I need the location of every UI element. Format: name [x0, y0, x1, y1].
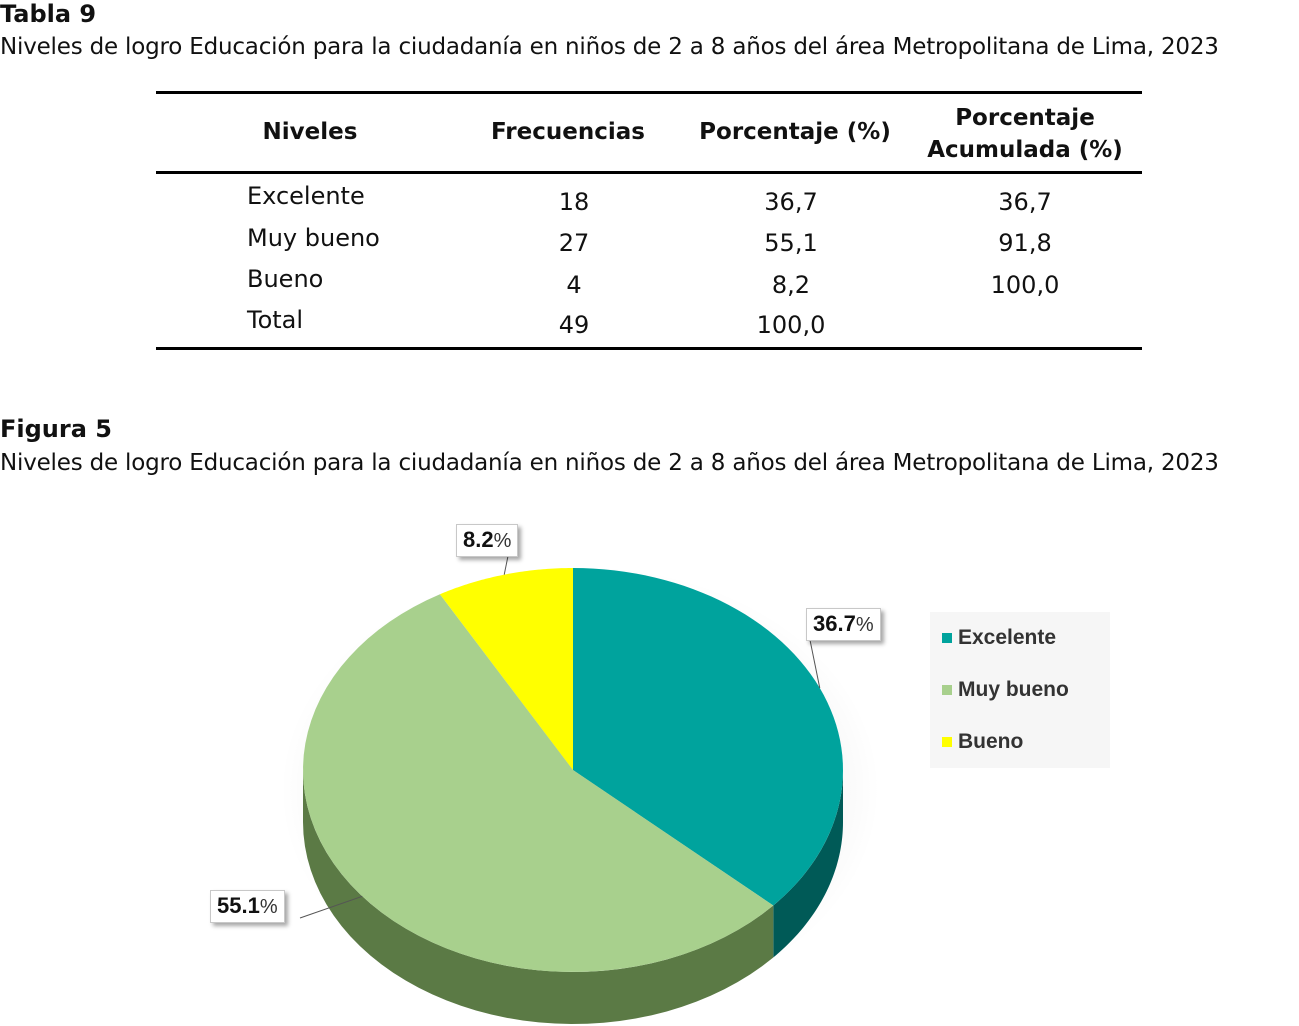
legend-label: Muy bueno [958, 678, 1069, 701]
table-bottom-rule [156, 347, 1142, 350]
table-heading: Tabla 9 [0, 0, 97, 28]
pie-data-label: 8.2% [456, 524, 518, 557]
table-header-rule [156, 171, 1142, 174]
legend-item [958, 624, 1056, 652]
table-cell-frecuencia: 49 [558, 311, 590, 339]
column-header-frecuencias: Frecuencias [491, 119, 645, 145]
legend-label: Excelente [958, 626, 1057, 649]
legend-swatch [942, 633, 952, 643]
table-cell-acumulado: 36,7 [998, 188, 1052, 216]
legend-label: Bueno [958, 730, 1024, 753]
table-cell-frecuencia: 18 [558, 188, 590, 216]
table-top-rule [156, 91, 1142, 94]
table-cell-acumulado: 100,0 [990, 271, 1060, 299]
table-cell-nivel: Bueno [247, 265, 324, 293]
table-cell-porcentaje: 55,1 [764, 229, 818, 257]
legend-swatch [942, 685, 952, 695]
table-cell-acumulado: 91,8 [998, 229, 1052, 257]
column-header-porcentaje: Porcentaje (%) [699, 119, 891, 145]
table-cell-nivel: Muy bueno [247, 224, 380, 252]
table-cell-porcentaje: 8,2 [771, 271, 811, 299]
table-cell-nivel: Total [247, 306, 304, 334]
table-cell-frecuencia: 4 [566, 271, 582, 299]
pie-data-label: 36.7% [806, 608, 881, 641]
column-header-porcentaje-acumulada-line2: Acumulada (%) [927, 137, 1123, 163]
figure-subtitle: Niveles de logro Educación para la ciudadanía en niños de 2 a 8 años del área Metropolitana de Lima, 2023 [0, 450, 1219, 476]
chart-legend [930, 612, 1110, 768]
table-cell-nivel: Excelente [247, 182, 365, 210]
table-subtitle: Niveles de logro Educación para la ciudadanía en niños de 2 a 8 años del área Metropolitana de Lima, 2023 [0, 34, 1219, 60]
legend-item [958, 676, 1069, 704]
pie-data-label: 55.1% [210, 890, 285, 923]
column-header-niveles: Niveles [262, 119, 358, 145]
legend-item [958, 728, 1023, 756]
table-cell-frecuencia: 27 [558, 229, 590, 257]
legend-swatch [942, 737, 952, 747]
table-cell-porcentaje: 100,0 [756, 311, 826, 339]
pie-slices [303, 568, 843, 972]
table-cell-porcentaje: 36,7 [764, 188, 818, 216]
figure-heading: Figura 5 [0, 415, 112, 443]
column-header-porcentaje-acumulada-line1: Porcentaje [955, 105, 1095, 131]
